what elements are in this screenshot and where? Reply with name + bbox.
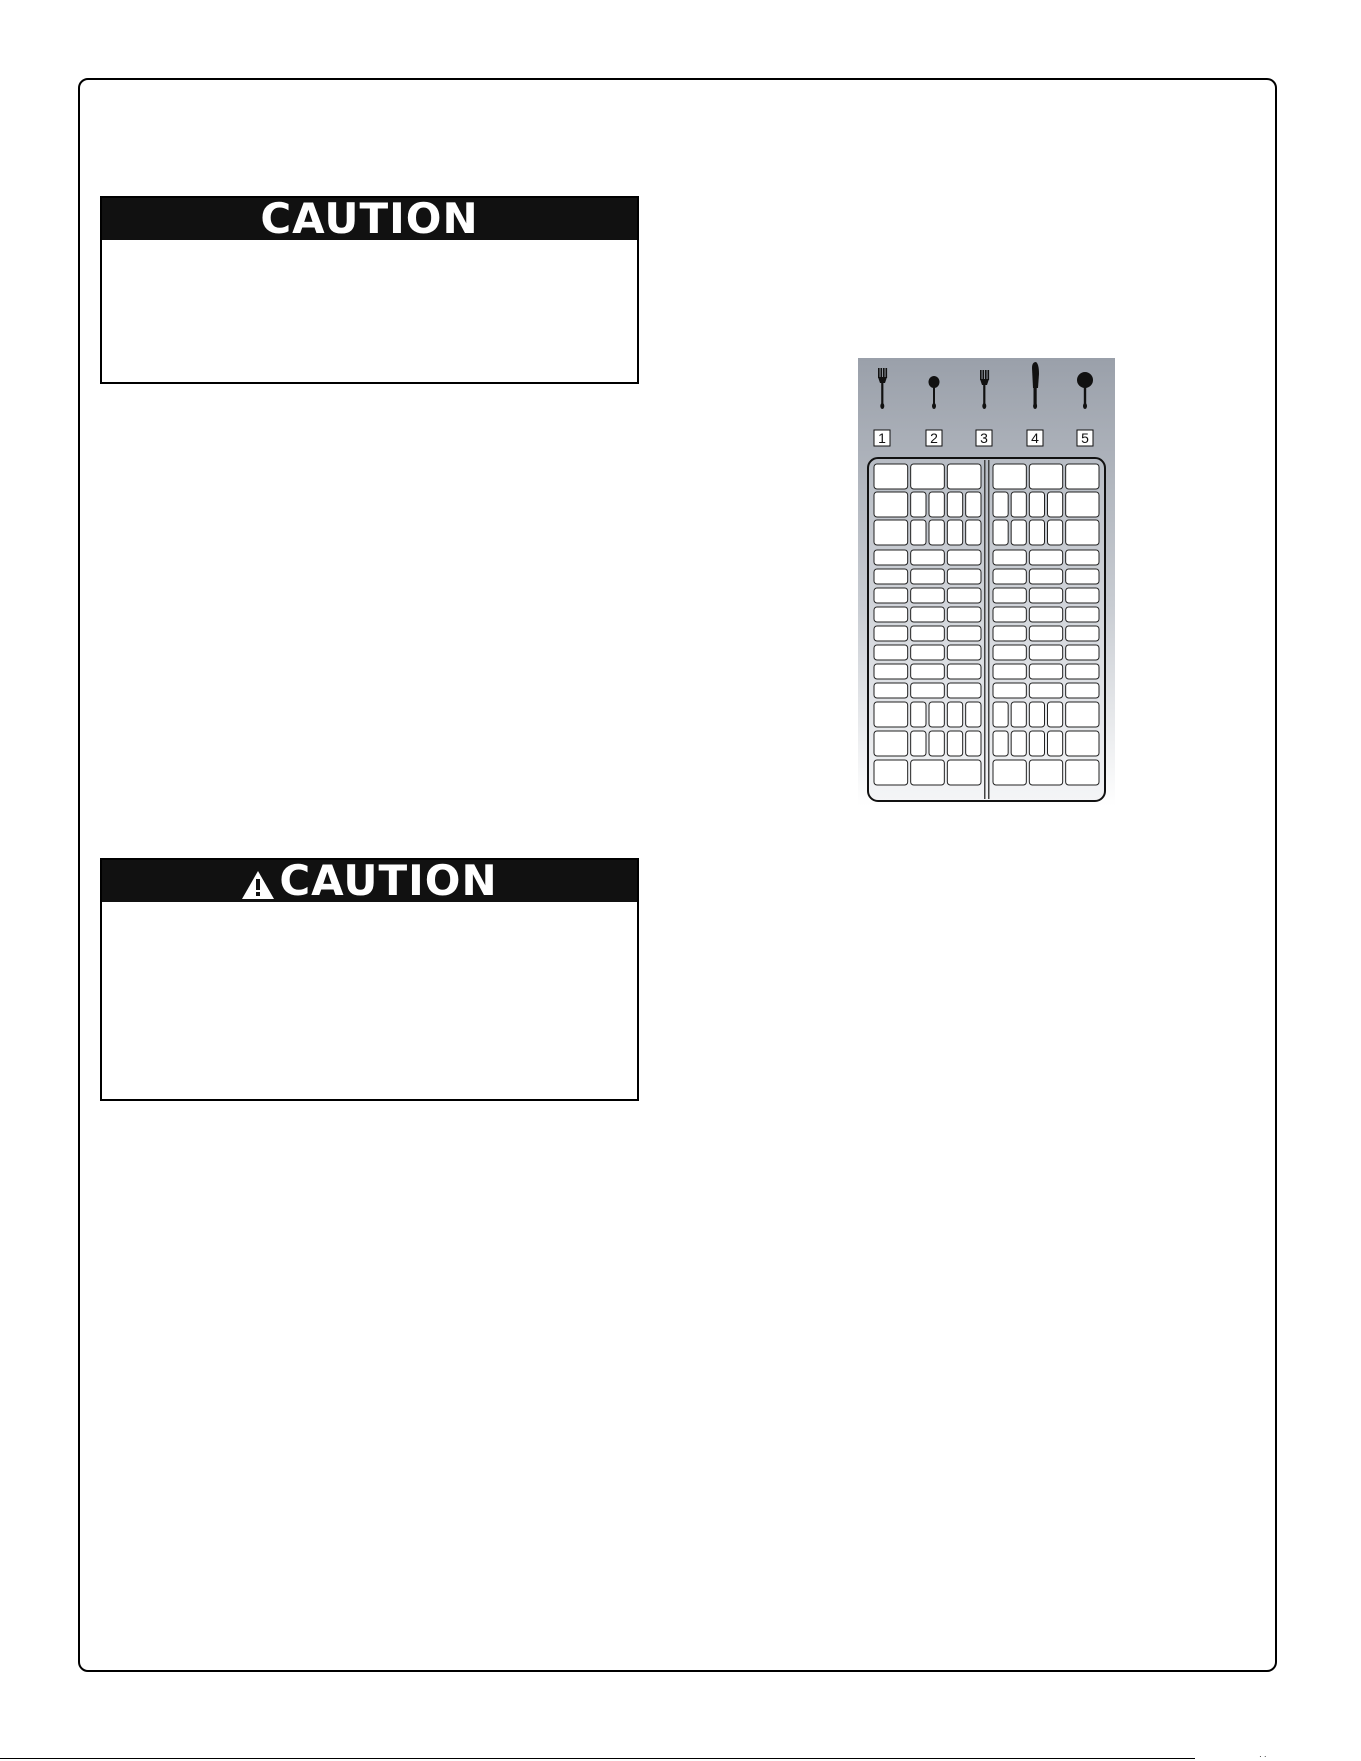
basket-cell [947,760,981,785]
basket-cell [1066,645,1099,660]
basket-cell [966,520,981,545]
basket-cell [874,645,908,660]
basket-cell [874,588,908,603]
basket-cell [874,760,908,785]
basket-cell [947,731,962,756]
basket-cell [947,520,962,545]
basket-cell [993,731,1008,756]
footer-mark: · · [1259,1752,1267,1761]
basket-cell [993,607,1026,622]
column-label: 4 [1031,430,1039,446]
basket-cell [1029,569,1062,584]
warning-triangle-icon [241,866,275,898]
basket-cell [911,702,926,727]
basket-cell [1029,702,1044,727]
basket-cell [1029,464,1062,489]
basket-cell [1066,607,1099,622]
basket-cell [993,664,1026,679]
basket-cell [966,492,981,517]
basket-cell [929,520,944,545]
basket-cell [993,626,1026,641]
silverware-basket-diagram [858,358,1118,806]
basket-cell [874,702,908,727]
basket-cell [1048,492,1063,517]
basket-cell [874,607,908,622]
basket-cell [1029,760,1062,785]
basket-divider [984,460,986,799]
basket-cell [993,569,1026,584]
basket-cell [1011,492,1026,517]
basket-cell [993,550,1026,565]
basket-divider [988,460,990,799]
basket-cell [1066,626,1099,641]
basket-cell [1029,626,1062,641]
basket-cell [947,702,962,727]
basket-cell [993,683,1026,698]
basket-cell [1048,731,1063,756]
basket-cell [1029,664,1062,679]
caution-box-1 [100,196,639,384]
basket-cell [947,664,981,679]
basket-cell [1066,520,1099,545]
basket-cell [874,569,908,584]
column-label: 3 [980,430,988,446]
basket-cell [911,520,926,545]
basket-cell [874,683,908,698]
basket-cell [1066,702,1099,727]
basket-cell [1066,760,1099,785]
basket-cell [874,520,908,545]
basket-cell [1029,588,1062,603]
basket-cell [874,626,908,641]
column-label: 5 [1081,430,1089,446]
basket-cell [993,702,1008,727]
basket-cell [993,760,1026,785]
basket-cell [993,645,1026,660]
basket-cell [1029,607,1062,622]
basket-cell [947,588,981,603]
basket-cell [1029,645,1062,660]
basket-cell [1066,683,1099,698]
basket-cell [874,664,908,679]
basket-cell [911,464,945,489]
basket-cell [874,731,908,756]
basket-cell [966,702,981,727]
basket-cell [1029,492,1044,517]
basket-cell [1029,683,1062,698]
basket-cell [874,492,908,517]
basket-cell [1066,588,1099,603]
basket-cell [1066,664,1099,679]
column-label: 2 [930,430,938,446]
basket-cell [1066,569,1099,584]
basket-cell [911,492,926,517]
basket-cell [947,683,981,698]
caution-header-2 [102,856,637,905]
basket-cell [1066,731,1099,756]
basket-cell [1066,492,1099,517]
basket-cell [993,492,1008,517]
basket-cell [993,588,1026,603]
basket-cell [1048,702,1063,727]
footer-rule [0,1758,1195,1759]
basket-cell [911,731,926,756]
basket-cell [874,550,908,565]
basket-cell [947,550,981,565]
basket-cell [947,464,981,489]
basket-cell [993,464,1026,489]
basket-svg [858,358,1118,806]
basket-cell [911,588,945,603]
basket-cell [1066,464,1099,489]
basket-cell [911,626,945,641]
basket-cell [966,731,981,756]
caution-box-2 [100,858,639,1101]
basket-cell [947,492,962,517]
column-label: 1 [878,430,886,446]
basket-cell [911,550,945,565]
basket-cell [929,731,944,756]
basket-cell [874,464,908,489]
basket-cell [1011,731,1026,756]
basket-cell [911,760,945,785]
basket-cell [929,702,944,727]
basket-cell [1066,550,1099,565]
basket-cell [947,626,981,641]
basket-cell [911,683,945,698]
caution-header-1 [102,194,637,243]
basket-cell [1048,520,1063,545]
caution-title-2: CAUTION [279,856,498,905]
basket-cell [1029,550,1062,565]
basket-cell [911,569,945,584]
caution-title-1: CAUTION [260,194,479,243]
basket-cell [911,645,945,660]
basket-cell [911,607,945,622]
basket-cell [929,492,944,517]
basket-cell [1011,702,1026,727]
basket-cell [1011,520,1026,545]
basket-cell [947,569,981,584]
basket-cell [993,520,1008,545]
basket-cell [1029,520,1044,545]
basket-cell [947,645,981,660]
basket-cell [947,607,981,622]
basket-cell [911,664,945,679]
basket-cell [1029,731,1044,756]
